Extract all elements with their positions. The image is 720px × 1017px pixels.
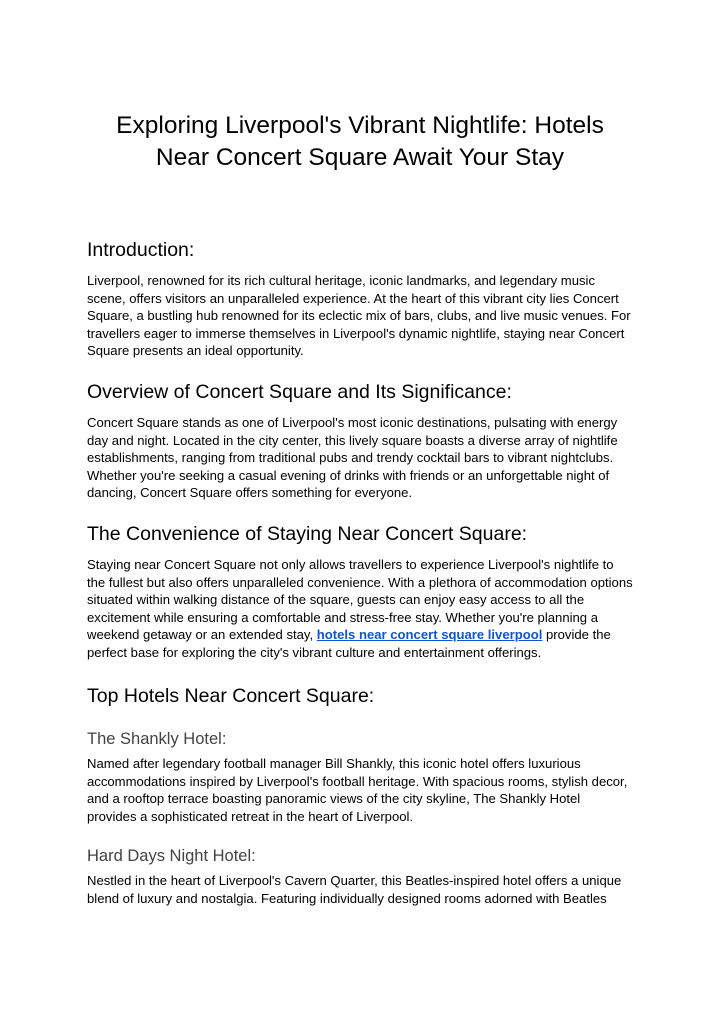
section-body: Liverpool, renowned for its rich cultural heritage, iconic landmarks, and legendary music scene, offers visitors an unparalleled experience. At the heart of this vibrant city lies Concert Square, a bustling hub renowned for its eclectic mix of bars, clubs, and live music venues. For travellers eager to immerse themselves in Liverpool's dynamic nightlife, staying near Concert Square presents an ideal opportunity.	[87, 273, 631, 359]
hotel-hard-days-night	[87, 846, 633, 866]
section-heading: Top Hotels Near Concert Square:	[87, 685, 375, 707]
hotel-body: Named after legendary football manager Bill Shankly, this iconic hotel offers luxurious accommodations inspired by Liverpool's football heritage. With spacious rooms, stylish decor, and a rooftop terrace boasting panoramic views of the city skyline, The Shankly Hotel provides a sophisticated retreat in the heart of Liverpool.	[87, 756, 628, 824]
body-text-before-link: Staying near Concert Square not only allows travellers to experience Liverpool's nightlife to the fullest but also offers unparalleled convenience. With a plethora of accommodation options situated within walking distance of the square, guests can enjoy easy access to all the excitement while ensuring a comfortable and stress-free stay. Whether you're planning a weekend getaway or an extended stay,	[87, 557, 633, 643]
hotel-shankly-body-wrap	[87, 755, 633, 825]
section-heading: Overview of Concert Square and Its Significance:	[87, 381, 512, 403]
section-convenience-body-wrap	[87, 556, 633, 662]
section-body	[87, 556, 633, 662]
section-heading: The Convenience of Staying Near Concert Square:	[87, 523, 528, 545]
section-introduction-body-wrap	[87, 272, 633, 360]
document-title: Exploring Liverpool's Vibrant Nightlife: Hotels Near Concert Square Await Your Stay	[116, 112, 604, 171]
section-introduction	[87, 238, 633, 262]
hotel-hard-days-night-body-wrap	[87, 872, 633, 907]
section-top-hotels	[87, 684, 633, 708]
hotels-near-concert-square-link[interactable]: hotels near concert square liverpool	[316, 627, 543, 643]
body-text-after-link: provide the perfect base for exploring the city's vibrant culture and entertainment offerings.	[87, 627, 611, 660]
section-overview	[87, 380, 633, 404]
hotel-shankly	[87, 729, 633, 749]
hotel-body: Nestled in the heart of Liverpool's Cavern Quarter, this Beatles-inspired hotel offers a unique blend of luxury and nostalgia. Featuring individually designed rooms adorned with Beatles	[87, 873, 622, 906]
hotel-heading: The Shankly Hotel:	[87, 730, 227, 748]
section-body: Concert Square stands as one of Liverpool's most iconic destinations, pulsating with energy day and night. Located in the city center, this lively square boasts a diverse array of nightlife establishments, ranging from traditional pubs and trendy cocktail bars to vibrant nightclubs. Whether you're seeking a casual evening of drinks with friends or an unforgettable night of dancing, Concert Square offers something for everyone.	[87, 415, 618, 501]
section-overview-body-wrap	[87, 414, 633, 502]
hotel-heading: Hard Days Night Hotel:	[87, 847, 256, 865]
section-convenience	[87, 522, 633, 546]
section-heading: Introduction:	[87, 239, 195, 261]
